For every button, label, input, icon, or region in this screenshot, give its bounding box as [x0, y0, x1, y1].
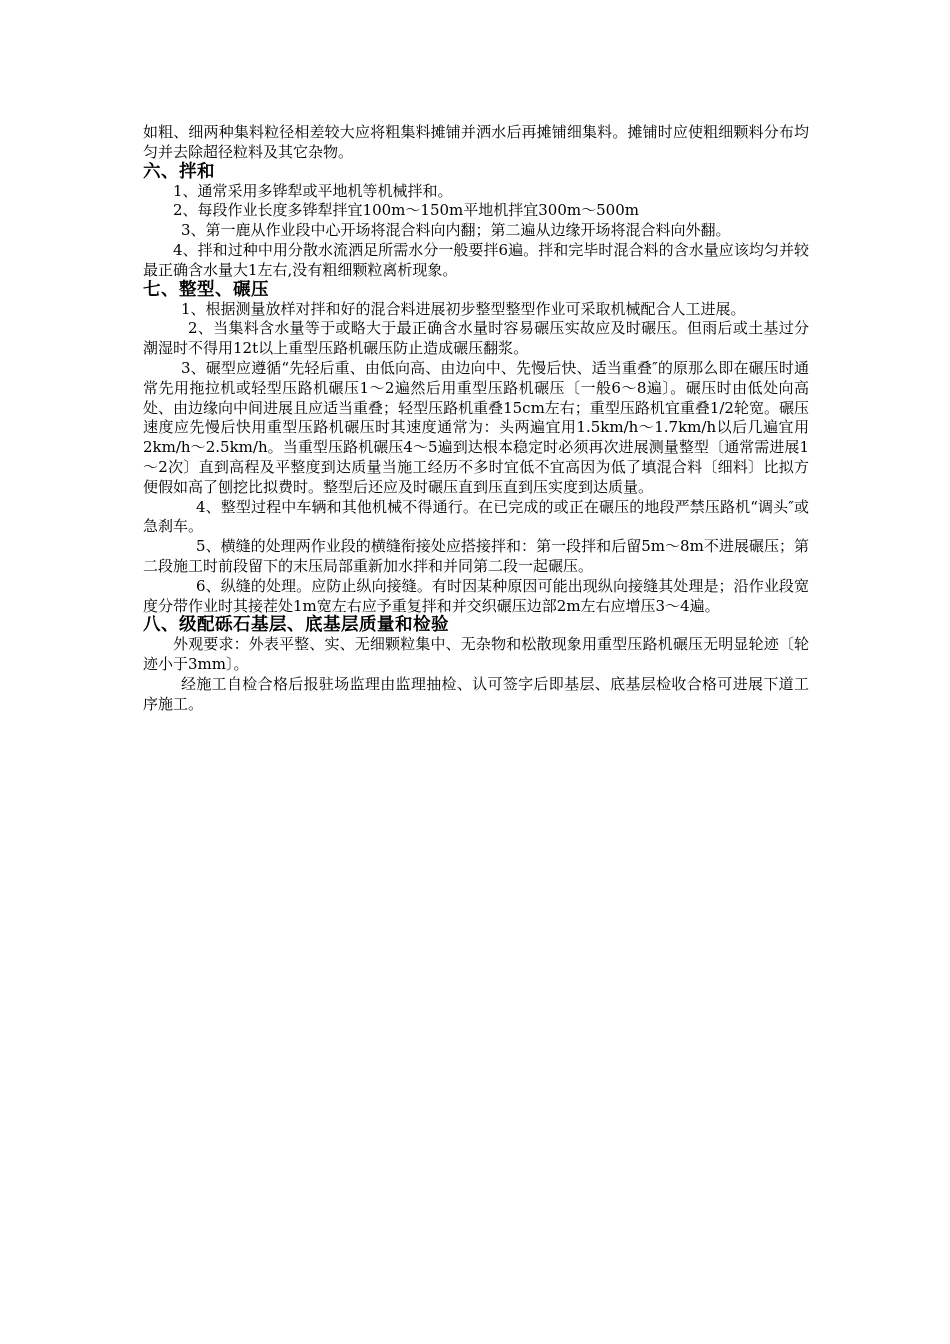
mixing-item-2: 2、每段作业长度多铧犁拌宜100m～150m平地机拌宜300m～500m: [173, 201, 639, 220]
rolling-item-6: 6、纵缝的处理。应防止纵向接缝。有时因某种原因可能出现纵向接缝其处理是；沿作业段宽度分带作业时其接茬处1m宽左右应予重复拌和并交织碾压边部2m左右应增压3～4遍。: [143, 576, 809, 615]
section-heading-shaping-rolling: 七、整型、碾压: [143, 279, 269, 300]
mixing-item-3: 3、第一鹿从作业段中心开场将混合料向内翻；第二遍从边缘开场将混合料向外翻。: [181, 221, 731, 240]
rolling-item-5: 5、横缝的处理两作业段的横缝衔接处应搭接拌和：第一段拌和后留5m～8m不进展碾压；第二段施工时前段留下的末压局部重新加水拌和并同第二段一起碾压。: [143, 537, 809, 575]
section-heading-mixing: 六、拌和: [143, 161, 215, 182]
intro-paragraph: 如粗、细两种集料粒径相差较大应将粗集料摊铺并洒水后再摊铺细集料。摊铺时应使粗细颗料分布均匀并去除超径粒料及其它杂物。: [143, 123, 809, 161]
mixing-item-1: 1、通常采用多铧犁或平地机等机械拌和。: [173, 181, 453, 200]
rolling-item-4: 4、整型过程中车辆和其他机械不得通行。在已完成的或正在碾压的地段严禁压路机“调头″或急刹车。: [143, 497, 809, 536]
document-page: [143, 123, 809, 715]
rolling-item-1: 1、根据测量放样对拌和好的混合料进展初步整型整型作业可采取机械配合人工进展。: [181, 299, 746, 318]
mixing-item-4: 4、拌和过种中用分散水流洒足所需水分一般要拌6遍。拌和完毕时混合料的含水量应该均匀并较最正确含水量大1左右,没有粗细颗粒离析现象。: [143, 240, 809, 279]
inspection-acceptance: 经施工自检合格后报驻场监理由监理抽检、认可签字后即基层、底基层检收合格可进展下道工序施工。: [143, 674, 809, 713]
section-heading-quality-inspection: 八、级配砾石基层、底基层质量和检验: [143, 615, 449, 636]
rolling-item-3: 3、碾型应遵循“先轻后重、由低向高、由边向中、先慢后快、适当重叠″的原那么即在碾压时通常先用拖拉机或轻型压路机碾压1～2遍然后用重型压路机碾压〔一般6～8遍〕。碾压时由低处向高处、由边缘向中间进展且应适当重叠；轻型压路机重叠15cm左右；重型压路机宜重叠1/2轮宽。碾压速度应先慢后快用重型压路机碾压时其速度通常为：头两遍宜用1.5km/h～1.7km/h以后几遍宜用2km/h～2.5km/h。当重型压路机碾压4～5遍到达根本稳定时必须再次进展测量整型〔通常需进展1～2次〕直到高程及平整度到达质量当施工经历不多时宜低不宜高因为低了填混合料〔细料〕比拟方便假如高了刨挖比拟费时。整型后还应及时碾压直到压直到压实度到达质量。: [143, 358, 809, 496]
rolling-item-2: 2、当集料含水量等于或略大于最正确含水量时容易碾压实故应及时碾压。但雨后或土基过分潮湿时不得用12t以上重型压路机碾压防止造成碾压翻浆。: [143, 319, 809, 358]
inspection-appearance: 外观要求：外表平整、实、无细颗粒集中、无杂物和松散现象用重型压路机碾压无明显轮迹〔轮迹小于3mm〕。: [143, 635, 809, 674]
